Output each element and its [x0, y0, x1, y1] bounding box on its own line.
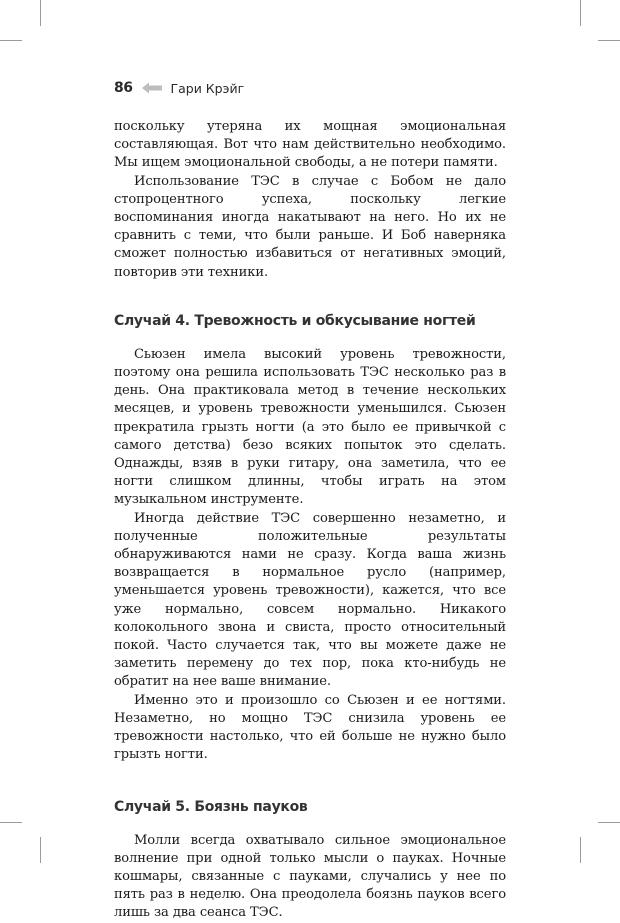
crop-mark-top-left	[40, 0, 41, 26]
paragraph: Именно это и произошло со Сьюзен и ее ногтями. Незаметно, но мощно ТЭС снизила уровень ее тревожности настолько, что ей больше не нужно было грызть ногти.	[114, 692, 506, 763]
paragraph: Молли всегда охватывало сильное эмоциональное волнение при одной только мысли о пауках. Ночные кошмары, связанные с пауками, случались у нее по пять раз в неделю. Она преодолела боязнь пауков всего лишь за два сеанса ТЭС.	[114, 832, 506, 921]
section-heading-case-5: Случай 5. Боязнь пауков	[114, 798, 308, 815]
page-body	[114, 118, 506, 923]
arrow-left-icon	[142, 82, 162, 94]
paragraph: Сьюзен имела высокий уровень тревожности, поэтому она решила использовать ТЭС несколько раз в день. Она практиковала метод в течение нескольких месяцев, и уровень тревожности уменьшился. Сьюзен прекратила грызть ногти (а это было ее привычкой с самого детства) безо всяких попыток это сделать. Однажды, взяв в руки гитару, она заметила, что ее ногти слишком длинны, чтобы играть на этом музыкальном инструменте.	[114, 346, 506, 508]
running-header	[114, 78, 244, 98]
paragraph: Использование ТЭС в случае с Бобом не дало стопроцентного успеха, поскольку легкие воспоминания иногда накатывают на него. Но их не сравнить с теми, что были раньше. И Боб наверняка сможет полностью избавиться от негативных эмоций, повторив эти техники.	[114, 173, 506, 280]
crop-mark-top-right	[580, 0, 581, 26]
paragraph: поскольку утеряна их мощная эмоциональная составляющая. Вот что нам действительно необходимо. Мы ищем эмоциональной свободы, а не потери памяти.	[114, 119, 506, 171]
crop-mark-left-top	[0, 40, 22, 41]
crop-mark-right-top	[598, 40, 620, 41]
author-name: Гари Крэйг	[170, 80, 245, 96]
crop-mark-left-bottom	[0, 822, 22, 823]
page-number: 86	[114, 80, 133, 96]
crop-mark-bottom-left	[40, 837, 41, 863]
crop-mark-right-bottom	[598, 822, 620, 823]
section-heading-case-4: Случай 4. Тревожность и обкусывание ногтей	[114, 312, 476, 329]
crop-mark-bottom-right	[580, 837, 581, 863]
paragraph: Иногда действие ТЭС совершенно незаметно, и полученные положительные результаты обнаруживаются нами не сразу. Когда ваша жизнь возвращается в нормальное русло (например, уменьшается уровень тревожности), кажется, что все уже нормально, совсем нормально. Никакого колокольного звона и свиста, просто относительный покой. Часто случается так, что вы можете даже не заметить перемену до тех пор, пока кто-нибудь не обратит на нее ваше внимание.	[114, 510, 506, 690]
